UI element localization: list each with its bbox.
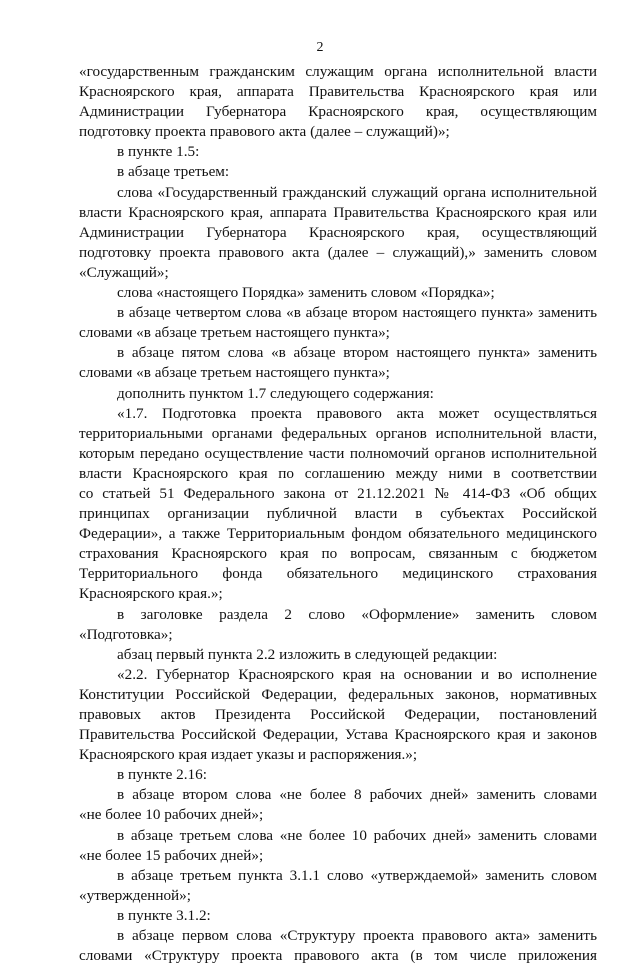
- text-line: «государственным гражданским служащим органа исполнительной власти: [79, 63, 597, 80]
- text-line: в абзаце втором слова «не более 8 рабочих дней» заменить словами: [117, 786, 597, 804]
- text-line: слова «настоящего Порядка» заменить словом «Порядка»;: [117, 284, 495, 302]
- text-line: Красноярского края.»;: [79, 585, 223, 603]
- text-line: страхования Красноярского края по вопросам, связанным с бюджетом: [79, 545, 597, 563]
- text-line: Правительства Российской Федерации, Устава Красноярского края и законов: [79, 726, 597, 744]
- document-body: [79, 62, 597, 966]
- text-line: Федерации», а также Территориальным фондом обязательного медицинского: [79, 525, 597, 543]
- text-line: в пункте 2.16:: [117, 766, 207, 784]
- text-line: принципах организации публичной власти в субъектах Российской: [79, 505, 597, 523]
- text-line: в абзаце третьем:: [117, 163, 230, 181]
- text-line: словами «в абзаце третьем настоящего пункта»;: [79, 364, 390, 382]
- text-line: в абзаце третьем слова «не более 10 рабочих дней» заменить словами: [117, 826, 597, 844]
- text-line: Красноярского края издает указы и распоряжения.»;: [79, 746, 418, 764]
- text-line: Красноярского края, аппарата Правительства Красноярского края или: [79, 83, 597, 101]
- text-line: «утвержденной»;: [79, 886, 191, 904]
- text-line: в пункте 1.5:: [117, 143, 200, 161]
- text-line: слова «Государственный гражданский служащий органа исполнительной: [117, 183, 597, 201]
- text-line: словами «Структуру проекта правового акта (в том числе приложения: [79, 947, 597, 965]
- text-line: дополнить пунктом 1.7 следующего содержания:: [117, 384, 434, 402]
- text-line: в заголовке раздела 2 слово «Оформление» заменить словом: [117, 605, 597, 623]
- text-line: в абзаце пятом слова «в абзаце втором настоящего пункта» заменить: [117, 344, 597, 362]
- text-line: власти Красноярского края по соглашению между ними в соответствии: [79, 464, 597, 482]
- text-line: «Служащий»;: [79, 263, 169, 281]
- text-line: в пункте 3.1.2:: [117, 906, 211, 924]
- text-line: «не более 10 рабочих дней»;: [79, 806, 264, 824]
- text-line: территориальными органами федеральных органов исполнительной власти,: [79, 424, 597, 442]
- text-line: в абзаце четвертом слова «в абзаце втором настоящего пункта» заменить: [117, 304, 597, 322]
- text-line: Администрации Губернатора Красноярского края, осуществляющим: [79, 103, 597, 121]
- text-line: власти Красноярского края, аппарата Правительства Красноярского края или: [79, 203, 597, 221]
- text-line: подготовку проекта правового акта (далее – служащий),» заменить словом: [79, 243, 597, 261]
- text-line: со статьей 51 Федерального закона от 21.12.2021 № 414-ФЗ «Об общих: [79, 484, 597, 502]
- text-line: Территориального фонда обязательного медицинского страхования: [79, 565, 597, 583]
- text-line: в абзаце первом слова «Структуру проекта правового акта» заменить: [117, 927, 597, 945]
- text-line: Администрации Губернатора Красноярского края, осуществляющий: [79, 223, 597, 241]
- text-line: «1.7. Подготовка проекта правового акта может осуществляться: [117, 404, 597, 422]
- text-line: «2.2. Губернатор Красноярского края на основании и во исполнение: [117, 665, 597, 683]
- text-line: «Подготовка»;: [79, 625, 173, 643]
- text-line: Конституции Российской Федерации, федеральных законов, нормативных: [79, 685, 597, 703]
- text-line: правовых актов Президента Российской Федерации, постановлений: [79, 706, 597, 723]
- text-line: в абзаце третьем пункта 3.1.1 слово «утверждаемой» заменить словом: [117, 866, 597, 884]
- page-number: 2: [316, 40, 324, 55]
- text-line: абзац первый пункта 2.2 изложить в следующей редакции:: [117, 645, 498, 663]
- text-line: которым передано осуществление части полномочий органов исполнительной: [79, 444, 597, 462]
- text-line: словами «в абзаце третьем настоящего пункта»;: [79, 324, 390, 342]
- text-line: «не более 15 рабочих дней»;: [79, 846, 264, 864]
- text-line: подготовку проекта правового акта (далее – служащий)»;: [79, 123, 450, 141]
